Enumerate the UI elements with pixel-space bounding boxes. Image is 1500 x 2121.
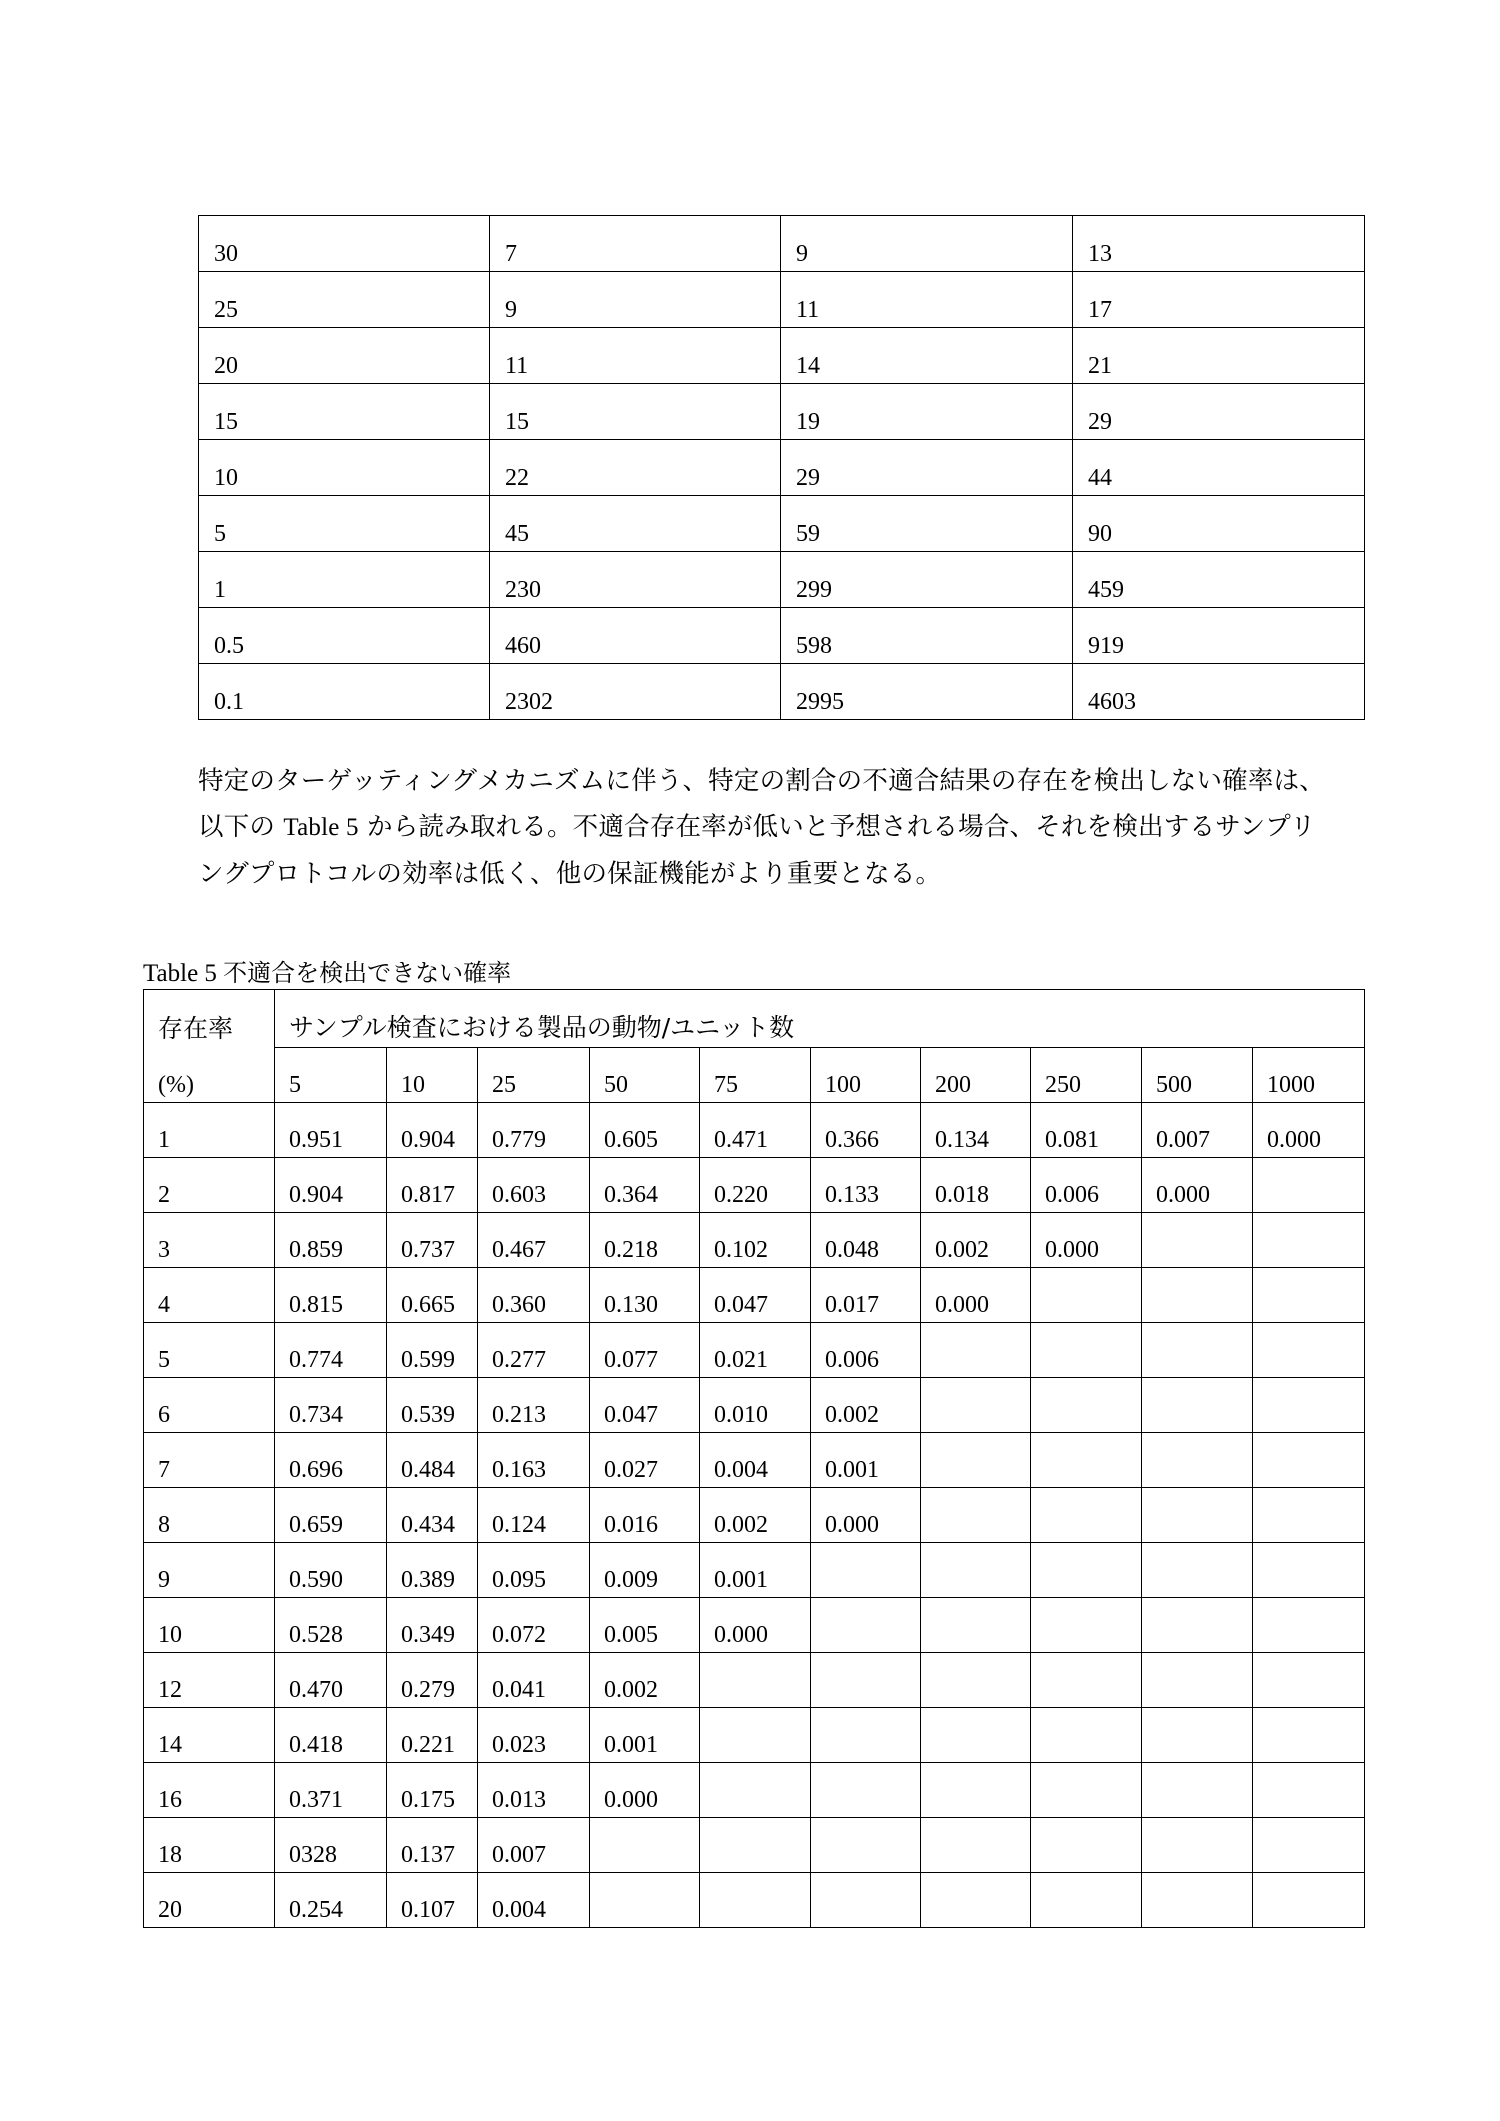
- table-row: [199, 664, 1365, 720]
- rate-cell: 16: [144, 1763, 275, 1818]
- probability-cell: [1142, 1323, 1253, 1378]
- table-row: [199, 496, 1365, 552]
- probability-cell: 0.007: [478, 1818, 590, 1873]
- probability-cell: 0.001: [700, 1543, 811, 1598]
- table-cell: 0.1: [199, 664, 490, 720]
- probability-cell: [1031, 1708, 1142, 1763]
- sample-size-header: 25: [478, 1048, 590, 1103]
- table-cell: 598: [781, 608, 1073, 664]
- probability-cell: 0.904: [275, 1158, 387, 1213]
- probability-cell: [921, 1598, 1031, 1653]
- rate-cell: 3: [144, 1213, 275, 1268]
- probability-cell: [921, 1653, 1031, 1708]
- probability-cell: [921, 1818, 1031, 1873]
- probability-cell: 0.218: [590, 1213, 700, 1268]
- probability-cell: [921, 1323, 1031, 1378]
- probability-cell: 0.021: [700, 1323, 811, 1378]
- probability-cell: 0.001: [590, 1708, 700, 1763]
- probability-cell: [1031, 1763, 1142, 1818]
- probability-cell: 0.366: [811, 1103, 921, 1158]
- table-cell: 9: [490, 272, 781, 328]
- probability-cell: 0328: [275, 1818, 387, 1873]
- rate-cell: 10: [144, 1598, 275, 1653]
- probability-cell: 0.006: [811, 1323, 921, 1378]
- probability-cell: [1142, 1378, 1253, 1433]
- table-cell: 90: [1073, 496, 1365, 552]
- probability-cell: [1142, 1488, 1253, 1543]
- probability-cell: [1031, 1268, 1142, 1323]
- probability-cell: 0.000: [921, 1268, 1031, 1323]
- table-cell: 14: [781, 328, 1073, 384]
- sample-size-header: 100: [811, 1048, 921, 1103]
- table-row: [199, 552, 1365, 608]
- probability-cell: 0.077: [590, 1323, 700, 1378]
- probability-cell: 0.000: [700, 1598, 811, 1653]
- probability-cell: 0.017: [811, 1268, 921, 1323]
- caption-text: 不適合を検出できない確率: [223, 959, 512, 987]
- probability-cell: [1031, 1323, 1142, 1378]
- table-row: [144, 1763, 1365, 1818]
- rate-unit: (%): [144, 1048, 275, 1103]
- probability-cell: 0.528: [275, 1598, 387, 1653]
- probability-cell: [1253, 1708, 1365, 1763]
- table-cell: 9: [781, 216, 1073, 272]
- table-row: [199, 608, 1365, 664]
- probability-cell: 0.000: [811, 1488, 921, 1543]
- rate-cell: 18: [144, 1818, 275, 1873]
- probability-cell: 0.006: [1031, 1158, 1142, 1213]
- table-cell: 2995: [781, 664, 1073, 720]
- probability-cell: 0.418: [275, 1708, 387, 1763]
- table-cell: 919: [1073, 608, 1365, 664]
- table-cell: 59: [781, 496, 1073, 552]
- probability-cell: 0.018: [921, 1158, 1031, 1213]
- probability-cell: [1031, 1598, 1142, 1653]
- table-cell: 17: [1073, 272, 1365, 328]
- table-cell: 20: [199, 328, 490, 384]
- table-cell: 13: [1073, 216, 1365, 272]
- rate-cell: 14: [144, 1708, 275, 1763]
- rate-cell: 12: [144, 1653, 275, 1708]
- probability-cell: [1031, 1543, 1142, 1598]
- rate-cell: 5: [144, 1323, 275, 1378]
- table-cell: 15: [490, 384, 781, 440]
- probability-cell: 0.859: [275, 1213, 387, 1268]
- probability-cell: 0.590: [275, 1543, 387, 1598]
- probability-cell: 0.047: [700, 1268, 811, 1323]
- probability-cell: [811, 1763, 921, 1818]
- table-row: [144, 1543, 1365, 1598]
- probability-cell: [700, 1708, 811, 1763]
- probability-cell: [811, 1873, 921, 1928]
- probability-cell: [1253, 1653, 1365, 1708]
- table-cell: 44: [1073, 440, 1365, 496]
- sample-group-header: サンプル検査における製品の動物/ユニット数: [275, 990, 1365, 1048]
- probability-cell: 0.000: [1031, 1213, 1142, 1268]
- probability-cell: 0.774: [275, 1323, 387, 1378]
- probability-cell: [1142, 1433, 1253, 1488]
- probability-cell: 0.737: [387, 1213, 478, 1268]
- rate-cell: 1: [144, 1103, 275, 1158]
- probability-cell: 0.005: [590, 1598, 700, 1653]
- probability-cell: [1142, 1213, 1253, 1268]
- table-row: [144, 1488, 1365, 1543]
- table-row: [199, 272, 1365, 328]
- probability-cell: [1253, 1378, 1365, 1433]
- rate-header: 存在率: [144, 990, 275, 1048]
- probability-cell: 0.349: [387, 1598, 478, 1653]
- probability-cell: [1031, 1653, 1142, 1708]
- probability-cell: 0.163: [478, 1433, 590, 1488]
- header-row: [144, 1048, 1365, 1103]
- probability-cell: [1142, 1543, 1253, 1598]
- probability-cell: [1142, 1653, 1253, 1708]
- probability-cell: [921, 1873, 1031, 1928]
- table-cell: 1: [199, 552, 490, 608]
- probability-cell: [700, 1818, 811, 1873]
- table-row: [144, 1103, 1365, 1158]
- table-cell: 7: [490, 216, 781, 272]
- probability-cell: [921, 1433, 1031, 1488]
- table-cell: 230: [490, 552, 781, 608]
- paragraph-text: 以下の: [198, 812, 284, 842]
- probability-cell: 0.002: [811, 1378, 921, 1433]
- probability-cell: 0.130: [590, 1268, 700, 1323]
- probability-cell: 0.659: [275, 1488, 387, 1543]
- table-row: [144, 1268, 1365, 1323]
- table-cell: 30: [199, 216, 490, 272]
- probability-cell: [1253, 1158, 1365, 1213]
- probability-cell: [811, 1653, 921, 1708]
- rate-cell: 4: [144, 1268, 275, 1323]
- probability-cell: 0.360: [478, 1268, 590, 1323]
- probability-cell: 0.605: [590, 1103, 700, 1158]
- paragraph-line: ングプロトコルの効率は低く、他の保証機能がより重要となる。: [198, 859, 942, 889]
- probability-cell: [921, 1708, 1031, 1763]
- table-row: [144, 1598, 1365, 1653]
- probability-cell: [1253, 1873, 1365, 1928]
- table-row: [144, 1433, 1365, 1488]
- table-cell: 19: [781, 384, 1073, 440]
- probability-cell: 0.009: [590, 1543, 700, 1598]
- table-cell: 299: [781, 552, 1073, 608]
- header-row: [144, 990, 1365, 1048]
- table-caption: [143, 953, 511, 988]
- table-cell: 21: [1073, 328, 1365, 384]
- probability-cell: 0.817: [387, 1158, 478, 1213]
- probability-cell: 0.107: [387, 1873, 478, 1928]
- probability-cell: 0.023: [478, 1708, 590, 1763]
- probability-cell: [921, 1763, 1031, 1818]
- table-row: [144, 1158, 1365, 1213]
- probability-cell: 0.000: [1253, 1103, 1365, 1158]
- probability-cell: [1031, 1873, 1142, 1928]
- table-row: [144, 1378, 1365, 1433]
- sample-size-header: 50: [590, 1048, 700, 1103]
- body-paragraph: [198, 758, 1368, 897]
- rate-cell: 2: [144, 1158, 275, 1213]
- probability-cell: 0.072: [478, 1598, 590, 1653]
- probability-cell: 0.041: [478, 1653, 590, 1708]
- probability-cell: 0.002: [590, 1653, 700, 1708]
- probability-cell: [1031, 1433, 1142, 1488]
- table-row: [144, 1653, 1365, 1708]
- sample-size-header: 500: [1142, 1048, 1253, 1103]
- probability-cell: 0.371: [275, 1763, 387, 1818]
- probability-cell: [1031, 1818, 1142, 1873]
- probability-cell: 0.002: [921, 1213, 1031, 1268]
- probability-cell: 0.102: [700, 1213, 811, 1268]
- table-row: [144, 1873, 1365, 1928]
- probability-cell: [811, 1708, 921, 1763]
- probability-cell: [1142, 1598, 1253, 1653]
- probability-cell: 0.279: [387, 1653, 478, 1708]
- rate-cell: 20: [144, 1873, 275, 1928]
- probability-cell: 0.220: [700, 1158, 811, 1213]
- probability-cell: [1142, 1818, 1253, 1873]
- probability-cell: [1253, 1598, 1365, 1653]
- paragraph-text: から読み取れる。不適合存在率が低いと予想される場合、それを検出するサンプリ: [358, 812, 1316, 842]
- probability-cell: 0.137: [387, 1818, 478, 1873]
- table-cell: 25: [199, 272, 490, 328]
- probability-cell: 0.004: [700, 1433, 811, 1488]
- table-row: [199, 216, 1365, 272]
- probability-cell: 0.095: [478, 1543, 590, 1598]
- probability-cell: [811, 1598, 921, 1653]
- table-reference: Table 5: [283, 814, 359, 841]
- detection-probability-table: [143, 989, 1365, 1928]
- probability-cell: 0.004: [478, 1873, 590, 1928]
- probability-cell: 0.364: [590, 1158, 700, 1213]
- table-cell: 45: [490, 496, 781, 552]
- rate-cell: 8: [144, 1488, 275, 1543]
- table-cell: 459: [1073, 552, 1365, 608]
- probability-cell: 0.133: [811, 1158, 921, 1213]
- probability-cell: [921, 1378, 1031, 1433]
- table-cell: 10: [199, 440, 490, 496]
- probability-cell: [590, 1818, 700, 1873]
- table-row: [144, 1323, 1365, 1378]
- rate-cell: 7: [144, 1433, 275, 1488]
- probability-cell: [1253, 1268, 1365, 1323]
- probability-cell: 0.904: [387, 1103, 478, 1158]
- probability-cell: [700, 1873, 811, 1928]
- probability-cell: [700, 1763, 811, 1818]
- probability-cell: 0.010: [700, 1378, 811, 1433]
- probability-cell: [1142, 1268, 1253, 1323]
- sample-size-header: 10: [387, 1048, 478, 1103]
- paragraph-line: [198, 804, 1368, 851]
- probability-cell: [700, 1653, 811, 1708]
- rate-cell: 6: [144, 1378, 275, 1433]
- sample-size-table: [198, 215, 1365, 720]
- sample-size-header: 5: [275, 1048, 387, 1103]
- probability-cell: [1142, 1873, 1253, 1928]
- table-cell: 11: [781, 272, 1073, 328]
- probability-cell: 0.389: [387, 1543, 478, 1598]
- table-row: [144, 1213, 1365, 1268]
- probability-cell: 0.134: [921, 1103, 1031, 1158]
- probability-cell: 0.007: [1142, 1103, 1253, 1158]
- probability-cell: [1253, 1213, 1365, 1268]
- probability-cell: 0.539: [387, 1378, 478, 1433]
- probability-cell: 0.434: [387, 1488, 478, 1543]
- probability-cell: 0.254: [275, 1873, 387, 1928]
- table-cell: 5: [199, 496, 490, 552]
- table-row: [199, 384, 1365, 440]
- probability-cell: [1031, 1488, 1142, 1543]
- sample-size-header: 250: [1031, 1048, 1142, 1103]
- table-cell: 0.5: [199, 608, 490, 664]
- probability-cell: 0.734: [275, 1378, 387, 1433]
- probability-cell: 0.002: [700, 1488, 811, 1543]
- sample-size-header: 75: [700, 1048, 811, 1103]
- caption-label: Table 5: [143, 960, 217, 987]
- probability-cell: 0.470: [275, 1653, 387, 1708]
- probability-cell: [1031, 1378, 1142, 1433]
- table-row: [144, 1708, 1365, 1763]
- probability-cell: 0.484: [387, 1433, 478, 1488]
- probability-cell: 0.027: [590, 1433, 700, 1488]
- sample-size-header: 200: [921, 1048, 1031, 1103]
- sample-size-header: 1000: [1253, 1048, 1365, 1103]
- probability-cell: 0.951: [275, 1103, 387, 1158]
- probability-cell: 0.599: [387, 1323, 478, 1378]
- table-cell: 4603: [1073, 664, 1365, 720]
- probability-cell: 0.815: [275, 1268, 387, 1323]
- paragraph-line: 特定のターゲッティングメカニズムに伴う、特定の割合の不適合結果の存在を検出しない確率は、: [198, 766, 1325, 796]
- probability-cell: [1142, 1708, 1253, 1763]
- table-row: [199, 440, 1365, 496]
- probability-cell: [1142, 1763, 1253, 1818]
- probability-cell: 0.047: [590, 1378, 700, 1433]
- probability-cell: [921, 1543, 1031, 1598]
- probability-cell: 0.016: [590, 1488, 700, 1543]
- probability-cell: [590, 1873, 700, 1928]
- table-cell: 11: [490, 328, 781, 384]
- probability-cell: 0.467: [478, 1213, 590, 1268]
- table-row: [199, 328, 1365, 384]
- table-row: [144, 1818, 1365, 1873]
- probability-cell: 0.001: [811, 1433, 921, 1488]
- probability-cell: [1253, 1433, 1365, 1488]
- probability-cell: 0.175: [387, 1763, 478, 1818]
- probability-cell: 0.000: [590, 1763, 700, 1818]
- probability-cell: [811, 1818, 921, 1873]
- probability-cell: 0.081: [1031, 1103, 1142, 1158]
- probability-cell: 0.779: [478, 1103, 590, 1158]
- probability-cell: 0.000: [1142, 1158, 1253, 1213]
- table-cell: 22: [490, 440, 781, 496]
- probability-cell: 0.277: [478, 1323, 590, 1378]
- table-cell: 15: [199, 384, 490, 440]
- probability-cell: [1253, 1543, 1365, 1598]
- probability-cell: [1253, 1763, 1365, 1818]
- probability-cell: [1253, 1818, 1365, 1873]
- probability-cell: 0.471: [700, 1103, 811, 1158]
- table-cell: 2302: [490, 664, 781, 720]
- probability-cell: [811, 1543, 921, 1598]
- table-cell: 460: [490, 608, 781, 664]
- probability-cell: 0.213: [478, 1378, 590, 1433]
- table-cell: 29: [781, 440, 1073, 496]
- probability-cell: 0.048: [811, 1213, 921, 1268]
- probability-cell: 0.124: [478, 1488, 590, 1543]
- probability-cell: 0.665: [387, 1268, 478, 1323]
- table-cell: 29: [1073, 384, 1365, 440]
- probability-cell: [1253, 1323, 1365, 1378]
- probability-cell: 0.696: [275, 1433, 387, 1488]
- rate-cell: 9: [144, 1543, 275, 1598]
- probability-cell: 0.603: [478, 1158, 590, 1213]
- probability-cell: 0.013: [478, 1763, 590, 1818]
- probability-cell: [921, 1488, 1031, 1543]
- probability-cell: [1253, 1488, 1365, 1543]
- probability-cell: 0.221: [387, 1708, 478, 1763]
